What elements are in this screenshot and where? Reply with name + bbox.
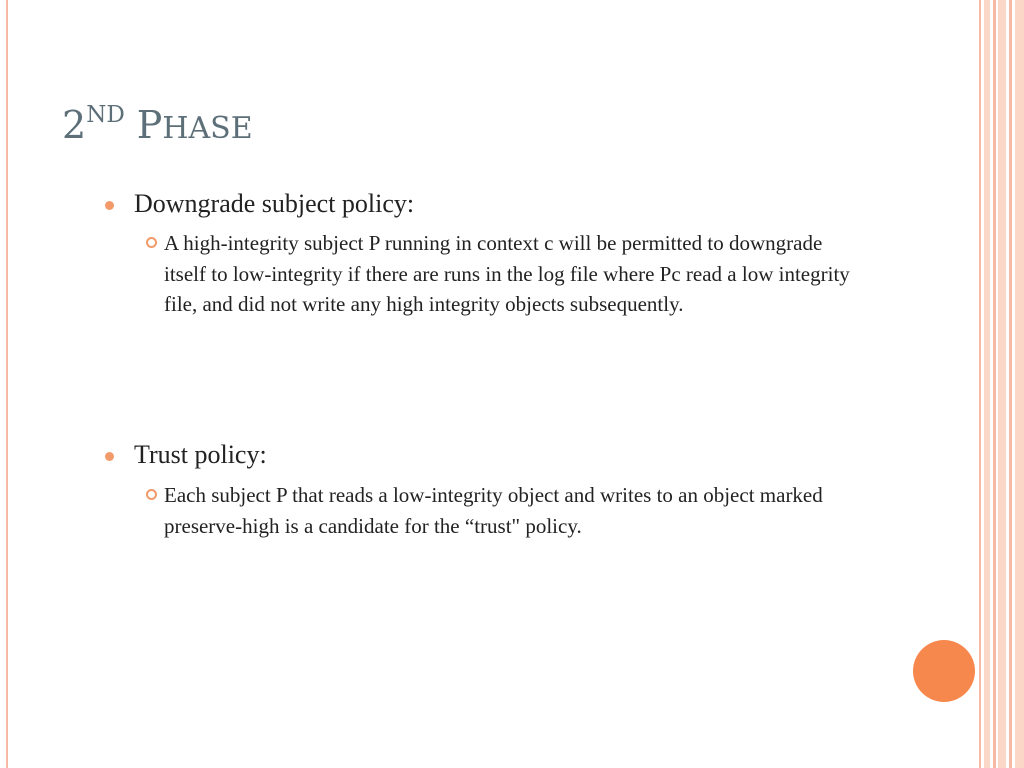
decor-circle [913, 640, 975, 702]
bullet-dot-icon [105, 201, 114, 210]
decor-stripe [993, 0, 996, 768]
title-number: 2 [62, 103, 87, 147]
title-superscript: ND [86, 102, 125, 128]
decor-stripe [1009, 0, 1012, 768]
bullet-dot-icon [105, 452, 114, 461]
decor-stripe [1015, 0, 1024, 768]
decor-stripe [984, 0, 990, 768]
title-initial: P [136, 103, 163, 147]
sub-bullet-trust [146, 480, 866, 572]
bullet-ring-icon [146, 489, 157, 500]
sub-bullet-text: A high-integrity subject P running in context c will be permitted to downgrade itself to low-integrity if there are runs in the log file where Pc read a low integrity file, and did not write any high integrity objects subsequently. [164, 231, 850, 316]
decor-stripe [998, 0, 1006, 768]
bullet-ring-icon [146, 237, 157, 248]
bullet-text: Downgrade subject policy: [134, 189, 415, 218]
sub-bullet-downgrade [146, 228, 866, 352]
left-border [6, 0, 8, 768]
bullet-text: Trust policy: [134, 440, 267, 469]
slide-title [62, 102, 253, 147]
decor-stripe [979, 0, 981, 768]
title-rest: HASE [162, 111, 253, 146]
sub-bullet-text: Each subject P that reads a low-integrity object and writes to an object marked preserve-high is a candidate for the “trust" policy. [164, 483, 823, 538]
